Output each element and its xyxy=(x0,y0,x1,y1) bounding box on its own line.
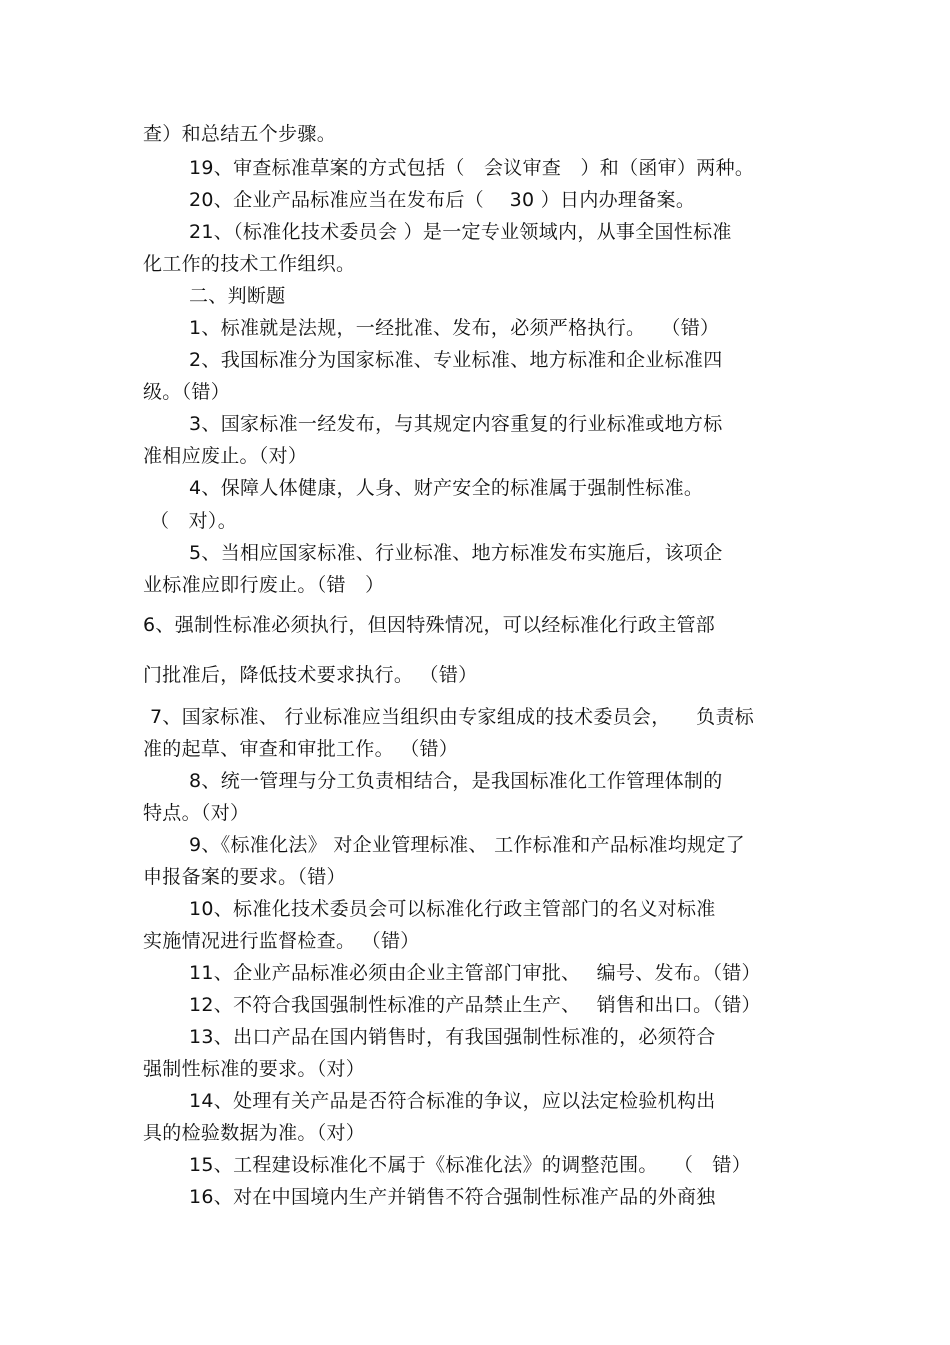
text-line: 11、企业产品标准必须由企业主管部门审批、 编号、发布。（错） xyxy=(189,962,761,984)
text-line: 4、保障人体健康，人身、财产安全的标准属于强制性标准。 xyxy=(189,477,704,499)
text-line: 6、强制性标准必须执行，但因特殊情况，可以经标准化行政主管部 xyxy=(143,614,716,636)
text-line: 5、当相应国家标准、行业标准、地方标准发布实施后，该项企 xyxy=(189,542,723,564)
text-line: 9、《标准化法》 对企业管理标准、 工作标准和产品标准均规定了 xyxy=(189,834,745,856)
text-line: 10、标准化技术委员会可以标准化行政主管部门的名义对标准 xyxy=(189,898,716,920)
text-line: 7、国家标准、 行业标准应当组织由专家组成的技术委员会， 负责标 xyxy=(150,706,755,728)
text-line: 2、我国标准分为国家标准、专业标准、地方标准和企业标准四 xyxy=(189,349,723,371)
text-line: 准的起草、审查和审批工作。 （错） xyxy=(143,738,459,760)
text-line: 1、标准就是法规，一经批准、发布，必须严格执行。 （错） xyxy=(189,317,720,339)
text-line: （ 对）。 xyxy=(150,510,238,532)
text-line: 21、（标准化技术委员会 ）是一定专业领域内，从事全国性标准 xyxy=(189,221,732,243)
text-line: 15、工程建设标准化不属于《标准化法》的调整范围。 （ 错） xyxy=(189,1154,752,1176)
text-line: 业标准应即行废止。（错 ） xyxy=(143,574,385,596)
text-line: 13、出口产品在国内销售时，有我国强制性标准的，必须符合 xyxy=(189,1026,716,1048)
text-line: 化工作的技术工作组织。 xyxy=(143,253,356,275)
text-line: 20、企业产品标准应当在发布后（ 30 ）日内办理备案。 xyxy=(189,189,696,211)
text-line: 14、处理有关产品是否符合标准的争议，应以法定检验机构出 xyxy=(189,1090,716,1112)
text-line: 具的检验数据为准。（对） xyxy=(143,1122,366,1144)
text-line: 16、对在中国境内生产并销售不符合强制性标准产品的外商独 xyxy=(189,1186,716,1208)
text-line: 强制性标准的要求。（对） xyxy=(143,1058,366,1080)
text-line: 特点。（对） xyxy=(143,802,250,824)
text-line: 申报备案的要求。（错） xyxy=(143,866,346,888)
text-line: 准相应废止。（对） xyxy=(143,445,308,467)
section-heading: 二、判断题 xyxy=(189,285,286,307)
text-line: 3、国家标准一经发布，与其规定内容重复的行业标准或地方标 xyxy=(189,413,723,435)
text-line: 19、审查标准草案的方式包括（ 会议审查 ）和（函审）两种。 xyxy=(189,157,755,179)
text-line: 门批准后，降低技术要求执行。 （错） xyxy=(143,664,478,686)
text-line: 8、统一管理与分工负责相结合，是我国标准化工作管理体制的 xyxy=(189,770,723,792)
text-line: 实施情况进行监督检查。 （错） xyxy=(143,930,420,952)
text-line: 12、不符合我国强制性标准的产品禁止生产、 销售和出口。（错） xyxy=(189,994,761,1016)
text-line: 查）和总结五个步骤。 xyxy=(143,123,337,145)
text-line: 级。（错） xyxy=(143,381,231,403)
